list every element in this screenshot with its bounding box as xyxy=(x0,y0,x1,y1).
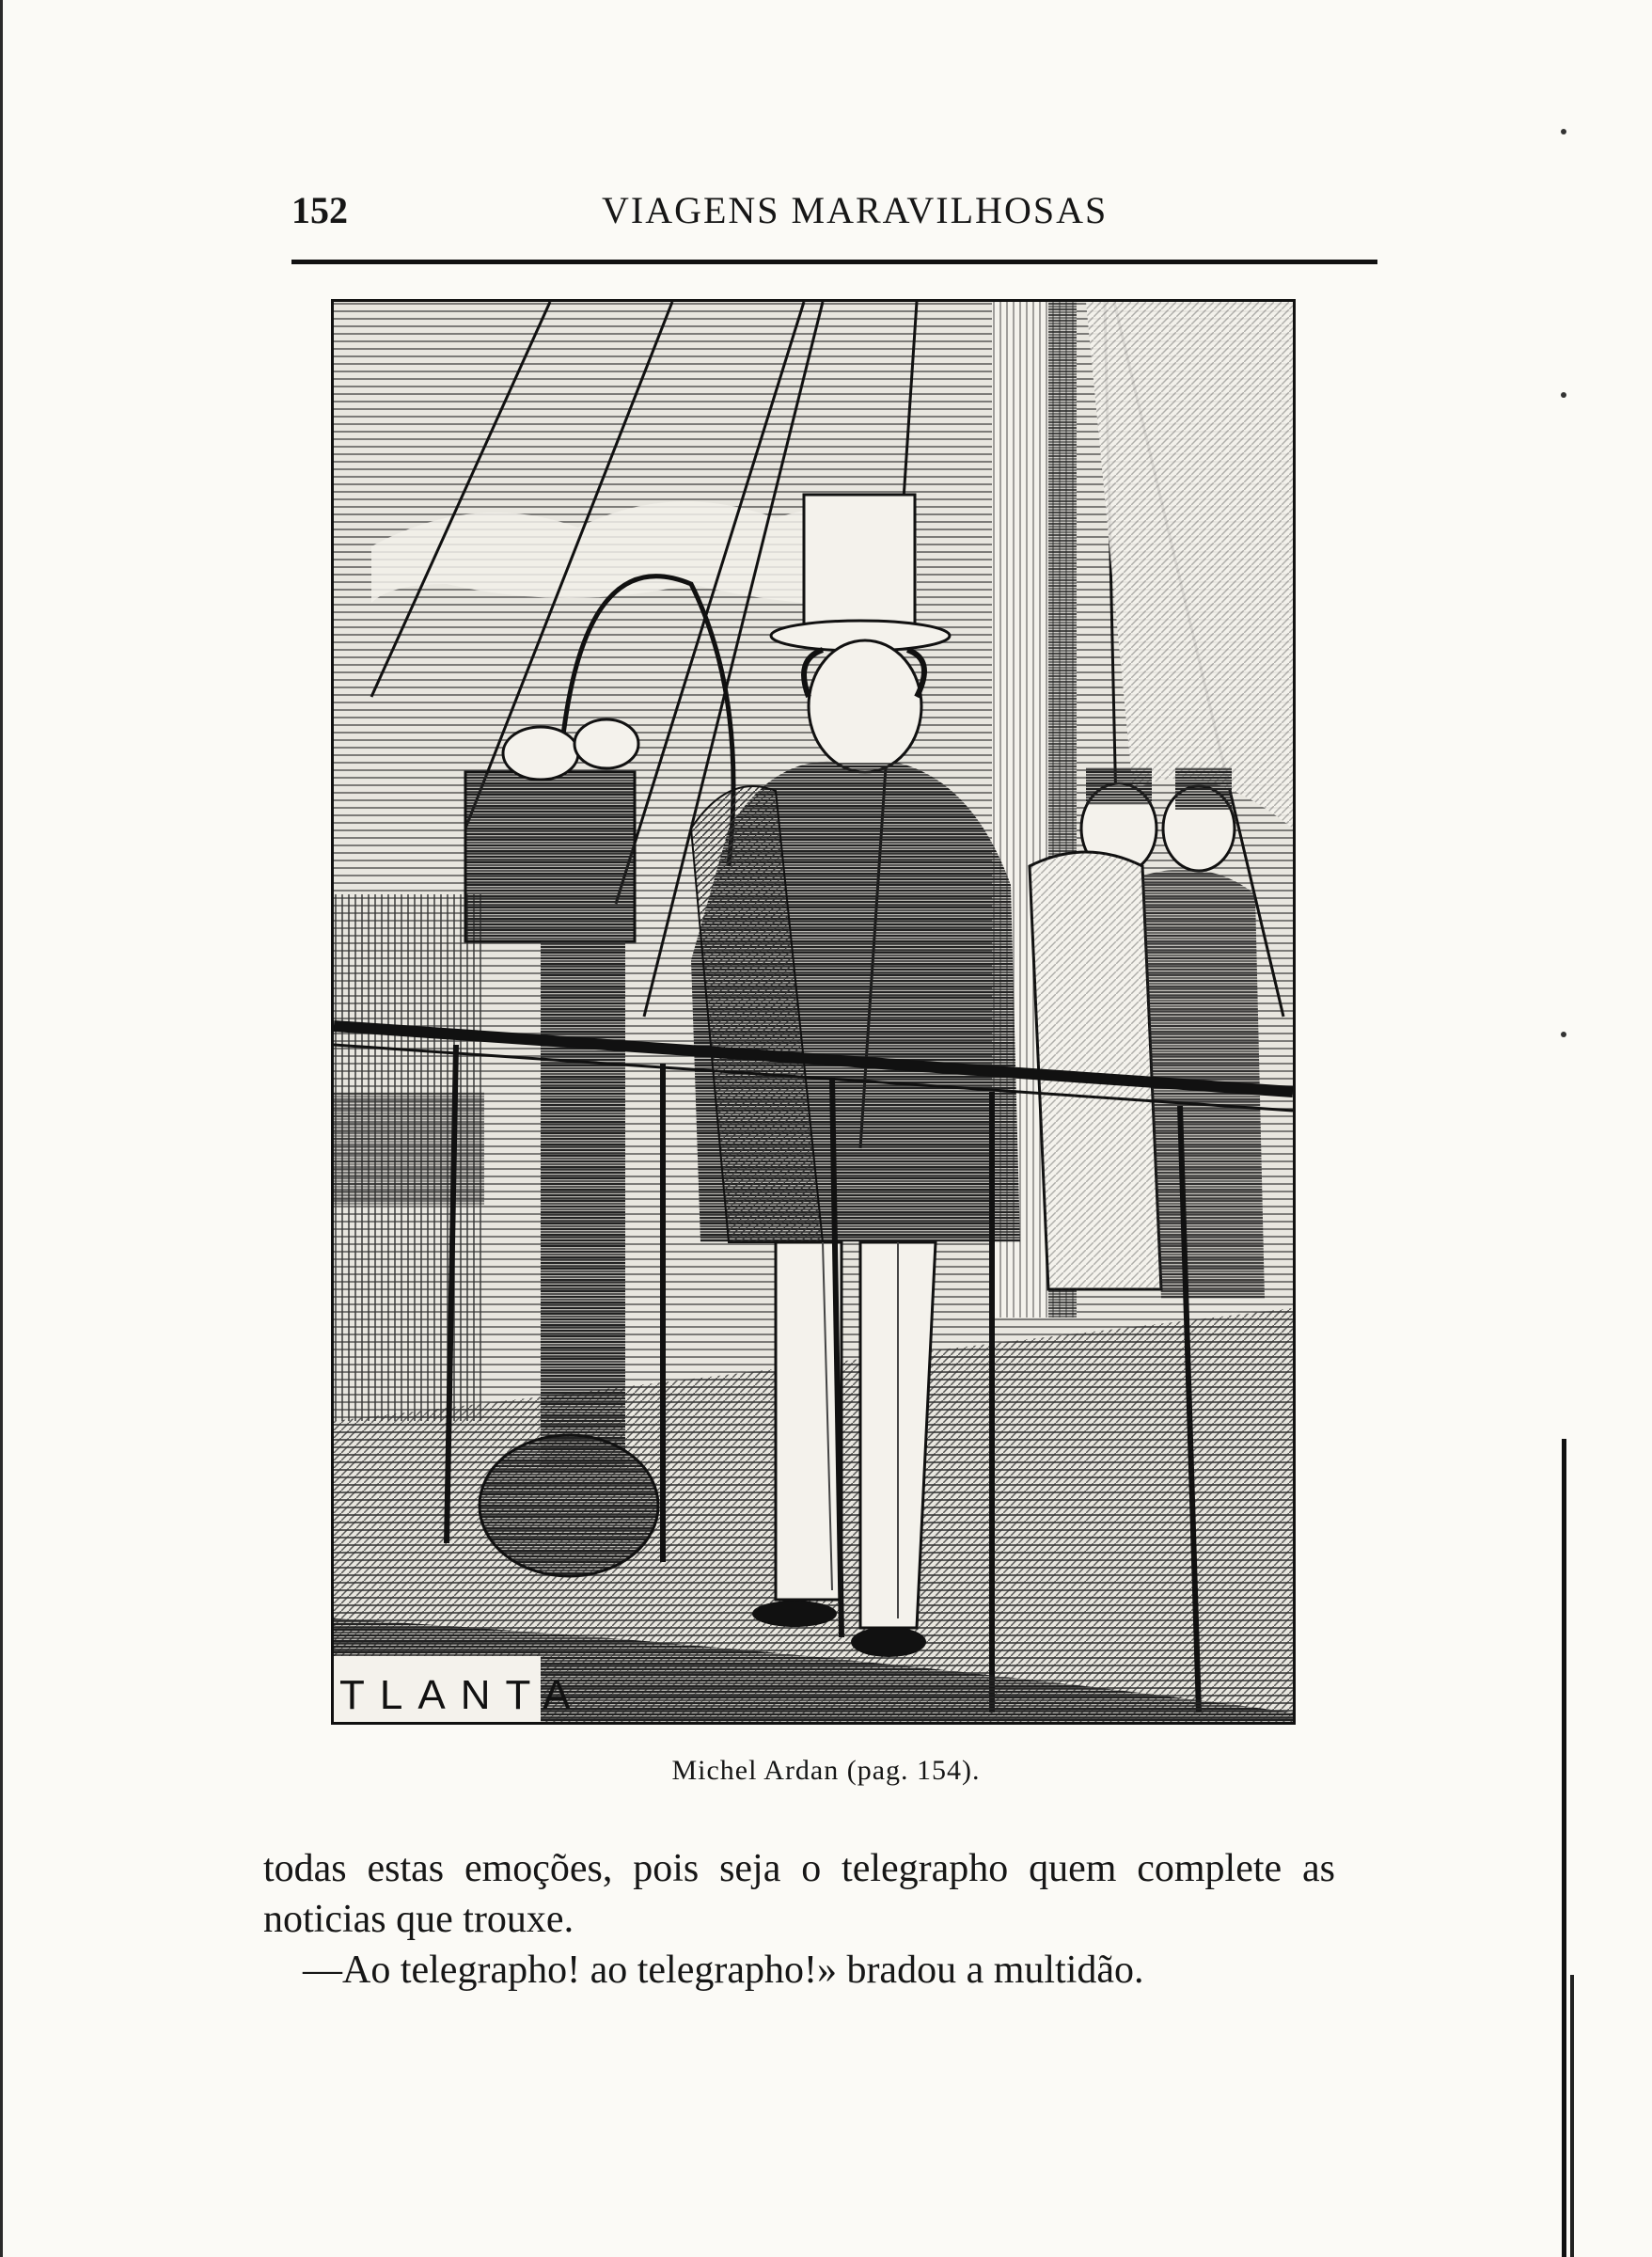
body-line-2: noticias que trouxe. xyxy=(263,1898,574,1941)
header-rule xyxy=(291,260,1377,264)
ship-deck-engraving xyxy=(334,302,1293,1722)
body-text xyxy=(263,1843,1335,1996)
hull-lettering: TLANTA xyxy=(339,1672,586,1718)
illustration-caption: Michel Ardan (pag. 154). xyxy=(671,1755,981,1786)
running-header xyxy=(291,188,1377,254)
page-left-edge xyxy=(0,0,9,2257)
body-line-3: —Ao telegrapho! ao telegrapho!» bradou a multidão. xyxy=(303,1949,1144,1992)
engraving-illustration xyxy=(331,299,1296,1725)
body-line-1: todas estas emoções, pois seja o telegrapho quem complete as xyxy=(263,1847,1335,1890)
page-right-edge xyxy=(1561,0,1652,2257)
running-title: VIAGENS MARAVILHOSAS xyxy=(602,189,1109,231)
page-number: 152 xyxy=(291,189,348,231)
